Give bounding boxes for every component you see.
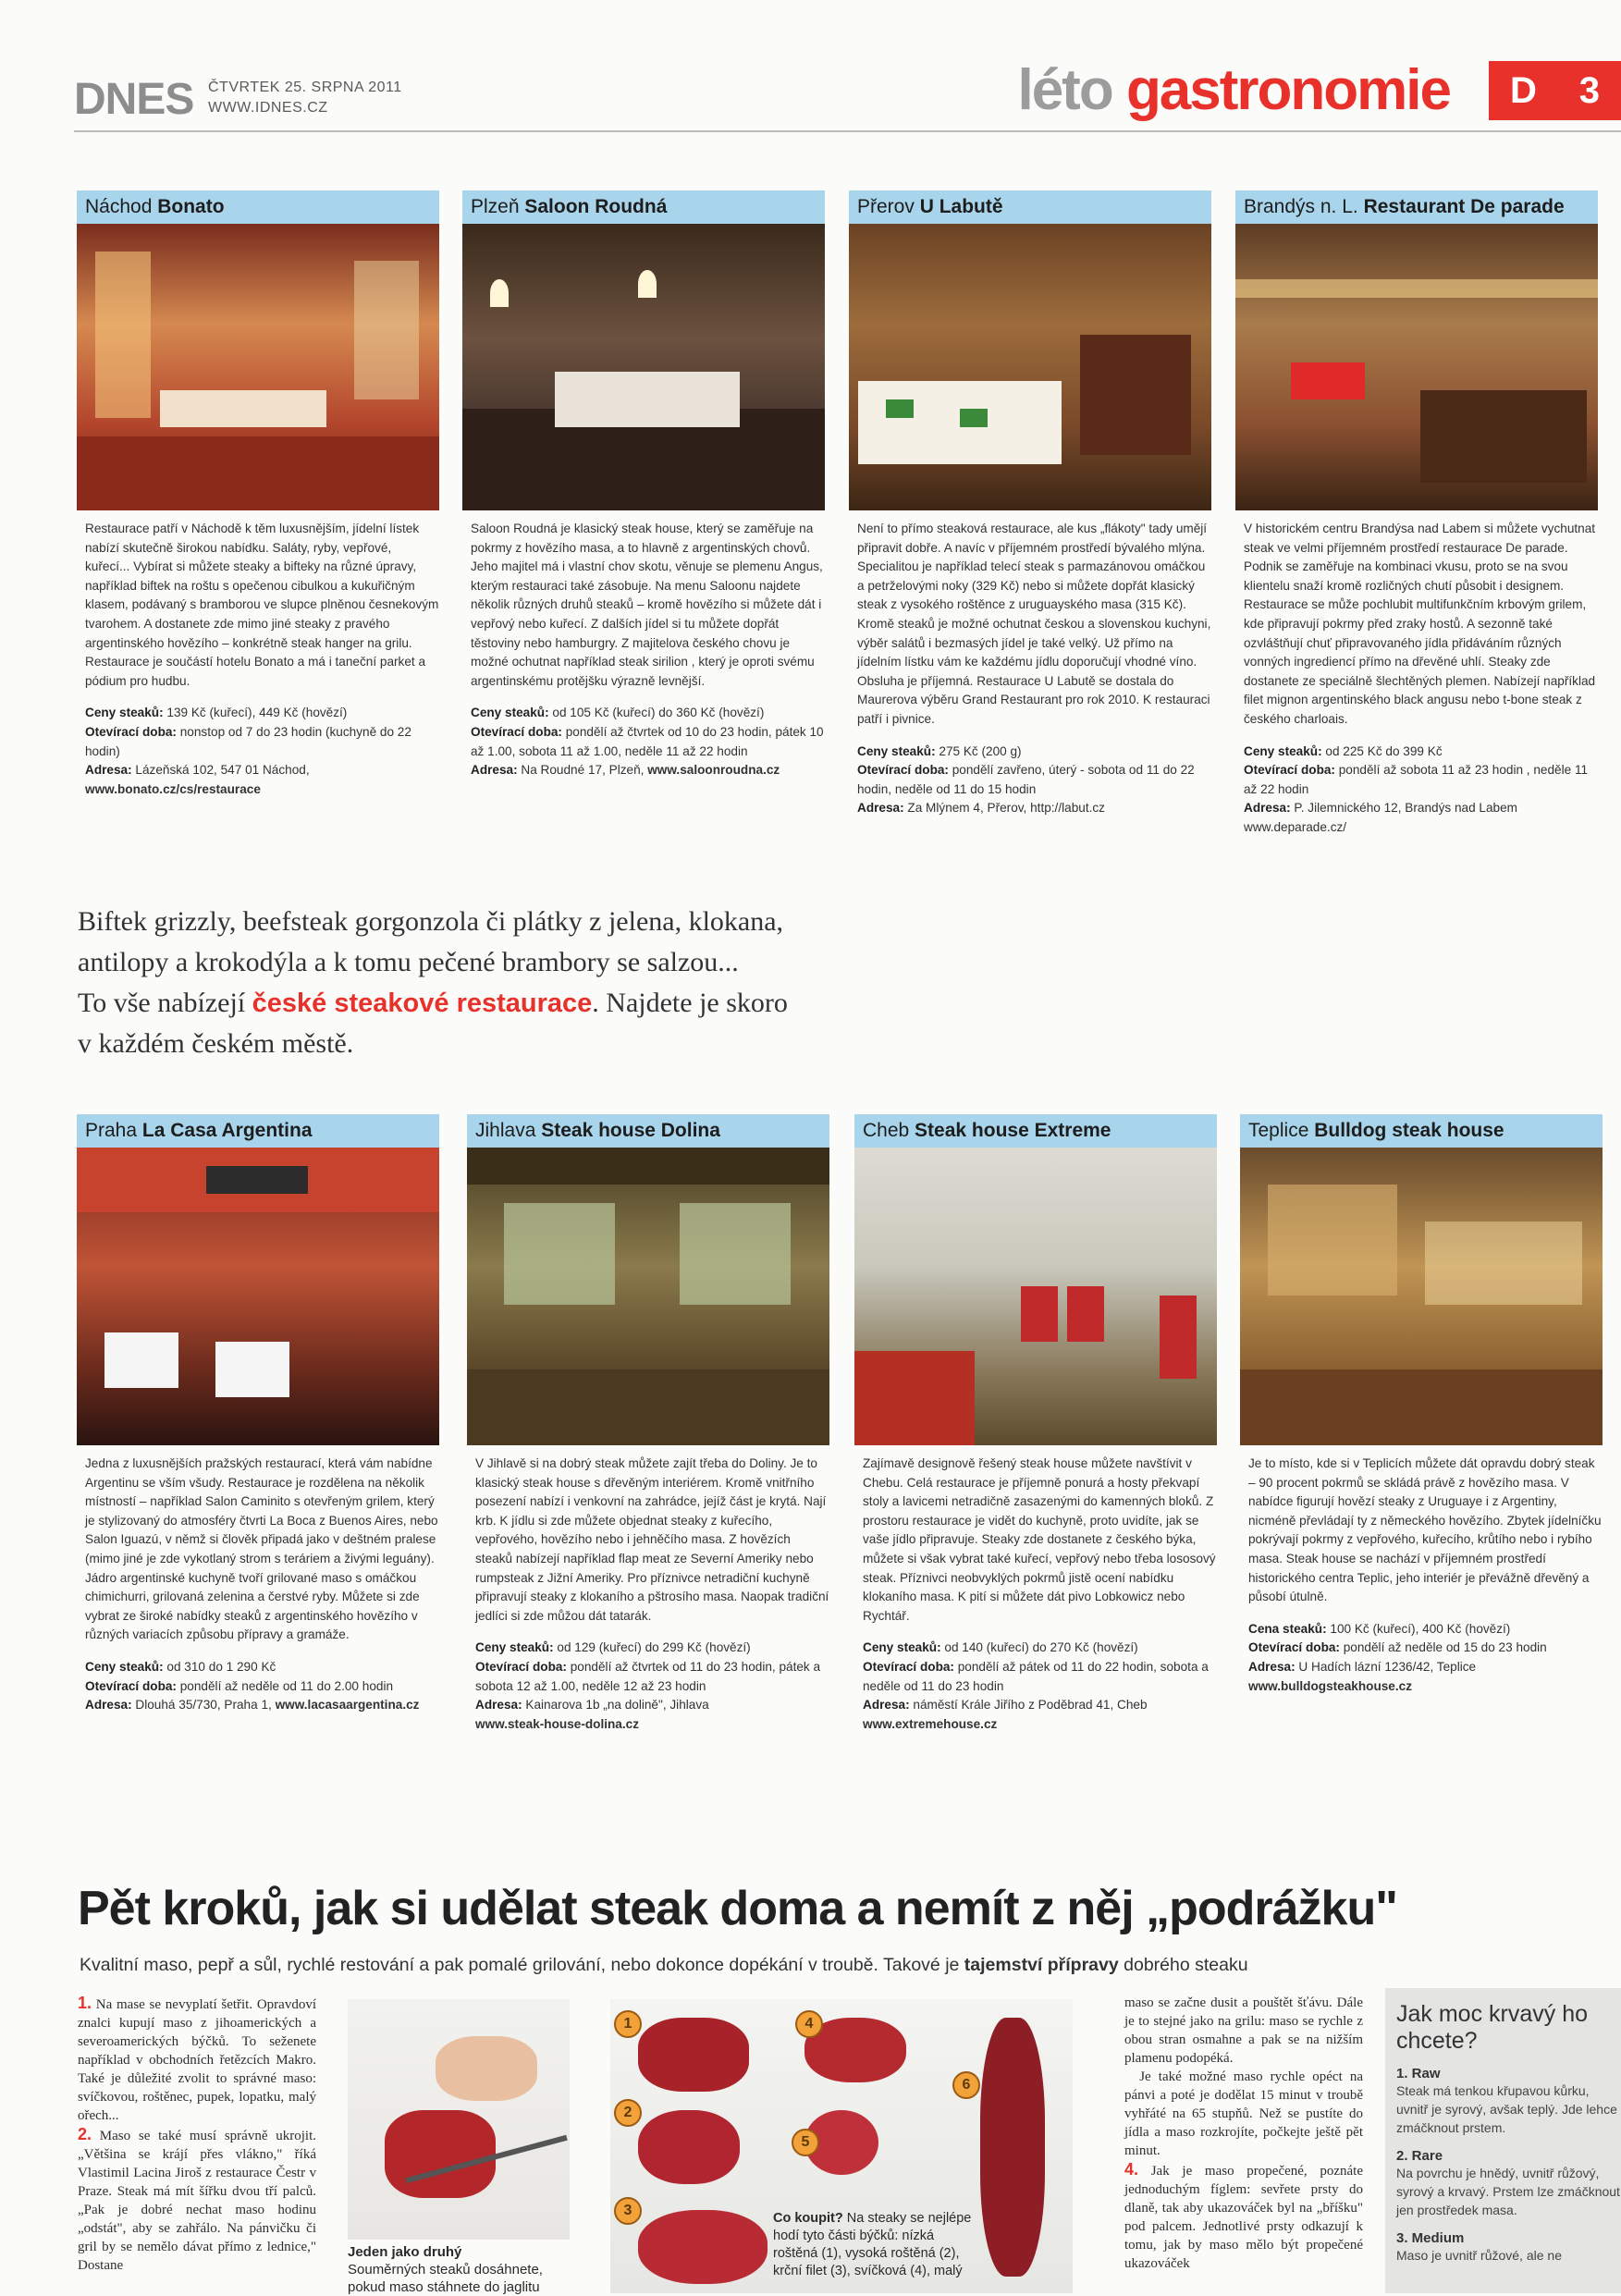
address-label: Adresa: xyxy=(85,763,132,778)
web-link[interactable]: www.steak-house-dolina.cz xyxy=(475,1716,640,1731)
hours-value: pondělí až neděle od 15 do 23 hodin xyxy=(1343,1640,1547,1655)
address-label: Adresa: xyxy=(1244,801,1291,816)
card-facts xyxy=(462,691,825,780)
address-value: Lázeňská 102, 547 01 Náchod, xyxy=(135,763,310,778)
restaurant-card xyxy=(849,190,1211,818)
web-link[interactable]: www.bulldogsteakhouse.cz xyxy=(1248,1678,1412,1693)
restaurant-card xyxy=(467,1114,829,1734)
lead-emphasis: tajemství přípravy xyxy=(964,1955,1119,1975)
restaurant-card xyxy=(1240,1114,1603,1696)
article-lead xyxy=(80,1955,1248,1976)
card-name: La Casa Argentina xyxy=(141,1120,313,1141)
issue-date-block xyxy=(208,78,402,118)
card-city: Praha xyxy=(85,1120,138,1141)
address-label: Adresa: xyxy=(857,801,904,816)
card-header xyxy=(1235,190,1598,224)
card-city: Brandýs n. L. xyxy=(1244,196,1358,217)
restaurant-card xyxy=(77,190,439,799)
card-name: Saloon Roudná xyxy=(524,196,668,217)
price-label: Ceny steaků: xyxy=(475,1640,554,1655)
card-header xyxy=(77,1114,439,1148)
card-name: U Labutě xyxy=(919,196,1003,217)
address-label: Adresa: xyxy=(85,1698,132,1713)
cut-number-badge: 1 xyxy=(614,2010,642,2038)
hours-label: Otevírací doba: xyxy=(471,724,562,739)
lead-text: Kvalitní maso, pepř a sůl, rychlé restování a pak pomalé grilování, nebo dokonce dopékání v troubě. Takové je xyxy=(80,1955,960,1975)
address-value: náměstí Krále Jiřího z Poděbrad 41, Cheb xyxy=(913,1698,1148,1713)
cuts-text: Na steaky se nejlépe hodí tyto části býčků: nízká roštěná (1), vysoká roštěná (2), krční filet (3), svíčková (4), malý xyxy=(773,2211,972,2278)
step-number: 4. xyxy=(1124,2160,1139,2179)
restaurant-photo xyxy=(854,1148,1217,1445)
doneness-label: 3. Medium xyxy=(1396,2230,1465,2246)
hours-value: pondělí až neděle od 11 do 2.00 hodin xyxy=(179,1678,394,1693)
card-description: V Jihlavě si na dobrý steak můžete zajít třeba do Doliny. Je to klasický steak house s dřevěným interiérem. Kromě vnitřního posezení nabízí i venkovní na zahrádce, jejíž část je krytá. Nají krb. K jídlu si zde můžete objednat steaky z kuřecího, vepřového, hovězího nebo i jehněčího masa. Z hovězích steaků nabízejí například flap meat ze Severní Ameriky nebo rumpsteak z Jižní Ameriky. Pro příznivce netradiční kuchyně připravují steaky z klokaního a pštrosího masa. Naopak tradiční jedlíci si zde můžou dát tatarák. xyxy=(475,1456,829,1623)
card-facts xyxy=(854,1626,1217,1734)
card-description: Je to místo, kde si v Teplicích můžete dát opravdu dobrý steak – 90 procent pokrmů se skládá právě z hovězího masa. V nabídce figurují hovězí steaky z Uruguaye i z Argentiny, nicméně převládají ty z německého hovězího. Zbytek jídelníčku pokrývají pokrmy z vepřového, kuřecího, krůtího nebo i rybího masa. Steak house se nachází v příjemném prostředí historického centra Teplic, jeho interiér je převážně dřevěný a působí útulně. xyxy=(1248,1456,1602,1604)
intro-line: antilopy a krokodýla a k tomu pečené brambory se salzou... xyxy=(78,947,739,977)
card-facts xyxy=(77,691,439,799)
hours-label: Otevírací doba: xyxy=(85,1678,177,1693)
cut-number-badge: 6 xyxy=(952,2071,980,2099)
address-value: Na Roudné 17, Plzeň, xyxy=(521,763,645,778)
restaurant-photo xyxy=(77,224,439,510)
step-text: Na mase se nevyplatí šetřit. Opravdoví znalci kupují maso z jihoamerických a severoamerických býčků. To seženete například v obchodních řetězcích Makro. Také je důležité zvolit to správné maso: svíčkovou, roštěnec, pupek, lopatku, malý ořech... xyxy=(78,1997,316,2123)
price-label: Ceny steaků: xyxy=(85,1659,164,1674)
issue-date: ČTVRTEK 25. SRPNA 2011 xyxy=(208,80,402,95)
hours-label: Otevírací doba: xyxy=(857,763,949,778)
restaurant-photo xyxy=(467,1148,829,1445)
cut-number-badge: 2 xyxy=(614,2099,642,2127)
price-label: Ceny steaků: xyxy=(857,743,936,758)
card-description: Není to přímo steaková restaurace, ale kus „flákoty" tady umějí připravit dobře. A navíc v příjemném prostředí bývalého mlýna. Specialitou je například telecí steak s parmazánovou omáčkou a petrželovými noky (329 Kč) nebo si můžete dopřát klasický steak z vysokého roštěnce z uruguayského masa (315 Kč). Kromě steaků je možné ochutnat českou a slovenskou kuchyni, výběr salátů i bezmasých jídel je také velký. Už přímo na jídelním lístku vám ke každému jídlu doporučují vhodné víno. Obsluha je příjemná. Restaurace U Labutě se dostala do Maurerova výběru Grand Restaurant pro rok 2010. K restauraci patří i pivnice. xyxy=(857,522,1211,726)
card-city: Přerov xyxy=(857,196,915,217)
hours-label: Otevírací doba: xyxy=(85,724,177,739)
web-link[interactable]: www.saloonroudna.cz xyxy=(647,763,780,778)
doneness-label: 2. Rare xyxy=(1396,2148,1443,2164)
card-header xyxy=(467,1114,829,1148)
address-value: U Hadích lázní 1236/42, Teplice xyxy=(1298,1659,1477,1674)
article-column-1 xyxy=(78,1994,316,2275)
restaurant-photo xyxy=(462,224,825,510)
intro-line: Biftek grizzly, beefsteak gorgonzola či plátky z jelena, klokana, xyxy=(78,906,784,937)
restaurant-card xyxy=(77,1114,439,1715)
web-link[interactable]: www.bonato.cz/cs/restaurace xyxy=(85,781,261,796)
price-label: Ceny steaků: xyxy=(85,706,164,720)
hours-value: pondělí až čtvrtek od 10 do 23 hodin, pátek 10 až 1.00, sobota 11 až 1.00, neděle 11 až 22 hodin xyxy=(471,724,824,758)
card-header xyxy=(1240,1114,1603,1148)
card-name: Steak house Dolina xyxy=(541,1120,720,1141)
address-label: Adresa: xyxy=(475,1698,522,1713)
meat-cutting-photo xyxy=(348,1999,570,2240)
card-city: Cheb xyxy=(863,1120,910,1141)
price-label: Ceny steaků: xyxy=(863,1640,941,1655)
restaurant-photo xyxy=(77,1148,439,1445)
price-value: 139 Kč (kuřecí), 449 Kč (hovězí) xyxy=(166,706,348,720)
address-label: Adresa: xyxy=(863,1698,910,1713)
caption-title: Jeden jako druhý xyxy=(348,2244,462,2260)
doneness-text: Maso je uvnitř růžové, ale ne xyxy=(1396,2248,1562,2263)
address-value: P. Jilemnického 12, Brandýs nad Labem xyxy=(1294,801,1517,816)
card-description: Zajímavě designově řešený steak house můžete navštívit v Chebu. Celá restaurace je příjemně ponurá a hosty překvapí stoly a lavicemi netradičně zasazenými do kamenných bloků. Z prostoru restaurace je vidět do kuchyně, proto uvidíte, jak se vaše jídlo připravuje. Steaky zde dostanete z českého býka, můžete si však vybrat také kuřecí, vepřový nebo třeba lososový steak. Příznivci neobvyklých pokrmů jistě ocení nabídku klokaního masa. K pití si můžete dát pivo Lobkowicz nebo Rychtář. xyxy=(863,1456,1216,1623)
restaurant-photo xyxy=(849,224,1211,510)
hours-value: nonstop od 7 do 23 hodin (kuchyně do 22 hodin) xyxy=(85,724,411,758)
card-header xyxy=(77,190,439,224)
restaurant-card xyxy=(1235,190,1598,838)
intro-line: v každém českém městě. xyxy=(78,1028,354,1059)
hours-label: Otevírací doba: xyxy=(1244,763,1335,778)
hours-value: pondělí až sobota 11 až 23 hodin , neděle 11 až 22 hodin xyxy=(1244,763,1589,796)
card-description: V historickém centru Brandýsa nad Labem si můžete vychutnat steak ve velmi příjemném prostředí restaurace De parade. Podnik se zaměřuje na kombinaci vkusu, proto se na svou klientelu snaží kromě rozličných chutí působit i designem. Restaurace se může pochlubit multifunkčním krbovým grilem, kde připravují pokrmy před zraky hostů. A sezonně také ozvláštňují chuť připravovaného jídla přidáváním různých vonných ingrediencí přímo na dřevěné uhlí. Steaky zde dostanete ze speciálně šlechtěných plemen. Nabízejí například filet mignon argentinského black angusu nebo t-bone steak z českého charloais. xyxy=(1244,522,1596,726)
page-badge xyxy=(1489,61,1621,120)
hours-value: pondělí až pátek od 11 do 22 hodin, sobota a neděle od 11 do 23 hodin xyxy=(863,1659,1209,1693)
lead-text: dobrého steaku xyxy=(1124,1955,1248,1975)
section-title-b: gastronomie xyxy=(1125,58,1450,122)
intro-text: To vše nabízejí xyxy=(78,988,246,1018)
price-label: Ceny steaků: xyxy=(471,706,549,720)
sidebar-title: Jak moc krvavý ho chcete? xyxy=(1396,2001,1589,2054)
step-text: Je také možné maso rychle opéct na pánvi a poté je dodělat 15 minut v troubě vyhřáté na 65 stupňů. Než se pustíte do jídla a maso rozkrojíte, počkejte ještě pět minut. xyxy=(1124,2069,1363,2158)
steak-cuts-photo xyxy=(610,1999,1073,2293)
page-badge-number: 3 xyxy=(1578,69,1601,111)
price-label: Ceny steaků: xyxy=(1244,743,1322,758)
price-value: od 310 do 1 290 Kč xyxy=(166,1659,276,1674)
restaurant-card xyxy=(854,1114,1217,1734)
hours-value: pondělí až čtvrtek od 11 do 23 hodin, pátek a sobota 12 až 1.00, neděle 12 až 23 hodin xyxy=(475,1659,821,1693)
cuts-caption xyxy=(773,2210,976,2280)
doneness-text: Na povrchu je hnědý, uvnitř růžový, syrový a krvavý. Prstem lze zmáčknout jen prostředek masa. xyxy=(1396,2166,1620,2217)
price-value: od 105 Kč (kuřecí) do 360 Kč (hovězí) xyxy=(552,706,765,720)
step-text: Maso se také musí správně ukrojit. „Většina se krájí přes vlákno," říká Vlastimil Lacina Jiroš z restaurace Čestr v Praze. Steak má mít šířku dvou tří palců. „Pak je dobré nechat maso hodinu „odstát", aby se zahřálo. Na pánvičku či gril by se nemělo dávat přímo z lednice," Dostane xyxy=(78,2129,316,2273)
hours-label: Otevírací doba: xyxy=(475,1659,567,1674)
hours-label: Otevírací doba: xyxy=(863,1659,954,1674)
price-label: Cena steaků: xyxy=(1248,1621,1327,1636)
card-city: Jihlava xyxy=(475,1120,536,1141)
address-value: Dlouhá 35/730, Praha 1, xyxy=(135,1698,272,1713)
price-value: od 129 (kuřecí) do 299 Kč (hovězí) xyxy=(557,1640,751,1655)
card-name: Restaurant De parade xyxy=(1363,196,1565,217)
web-link[interactable]: http://labut.cz xyxy=(1030,801,1105,816)
site-url[interactable]: WWW.IDNES.CZ xyxy=(208,100,328,116)
intro-line xyxy=(78,983,910,1024)
card-facts xyxy=(467,1626,829,1734)
card-name: Steak house Extreme xyxy=(915,1120,1111,1141)
step-number: 1. xyxy=(78,1994,92,2012)
step-number: 2. xyxy=(78,2125,92,2143)
doneness-sidebar xyxy=(1385,1988,1621,2293)
address-value: Za Mlýnem 4, Přerov, xyxy=(907,801,1027,816)
hours-value: pondělí zavřeno, úterý - sobota od 11 do 22 hodin, neděle od 11 do 15 hodin xyxy=(857,763,1195,796)
step-text: Jak je maso propečené, poznáte jednoduchým fíglem: sevřete prsty do dlaně, tak aby ukazováček byl na „bříšku" pod palcem. Jednotlivé prsty odkazují k tomu, jak by maso mělo být propečené ukazováček xyxy=(1124,2164,1364,2271)
brand-logo: DNES xyxy=(74,75,194,124)
section-title xyxy=(1017,57,1450,123)
card-description: Saloon Roudná je klasický steak house, který se zaměřuje na pokrmy z hovězího masa, a to hlavně z argentinských chovů. Jeho majitel má i vlastní chov skotu, věnuje se plemenu Angus, kterým restauraci také zásobuje. Na menu Saloonu najdete několik různých druhů steaků – kromě hovězího si můžete dát i vepřový nebo kuřecí. Z dalších jídel si tu můžete dopřát těstoviny nebo hamburgry. Z majitelova českého chovu je možné ochutnat například steak sirilion , který je oproti svému argentinskému protějšku výrazně levnější. xyxy=(471,522,823,688)
intro-highlight: české steakové restaurace xyxy=(252,988,593,1018)
price-value: 275 Kč (200 g) xyxy=(939,743,1022,758)
card-facts xyxy=(1240,1607,1603,1696)
address-value: Kainarova 1b „na dolině", Jihlava xyxy=(525,1698,709,1713)
card-header xyxy=(854,1114,1217,1148)
card-description: Restaurace patří v Náchodě k těm luxusnějším, jídelní lístek nabízí skutečně širokou nabídku. Saláty, ryby, vepřové, kuřecí... Vybírat si můžete steaky a bifteky na různé úpravy, například biftek na roštu s opečenou cibulkou a kukuřičným klasem, podávaný s bramborou ve slupce plněnou česnekovým tvarohem. A dostanete zde mimo jiné steaky z pravého argentinského hovězího – konkrétně steak hanger na grilu. Restaurace je součástí hotelu Bonato a má i taneční parket a pódium pro hudbu. xyxy=(85,522,439,688)
cuts-title: Co koupit? xyxy=(773,2211,843,2226)
price-value: 100 Kč (kuřecí), 400 Kč (hovězí) xyxy=(1330,1621,1511,1636)
address-label: Adresa: xyxy=(1248,1659,1296,1674)
intro-text: . Najdete je skoro xyxy=(592,988,788,1018)
step-text: maso se začne dusit a pouštět šťávu. Dále je to stejné jako na grilu: maso se rychle z obou stran osmahne a pak se na nižším plamenu podopéká. xyxy=(1124,1995,1363,2066)
hours-label: Otevírací doba: xyxy=(1248,1640,1340,1655)
web-link[interactable]: www.deparade.cz/ xyxy=(1244,819,1347,834)
card-name: Bulldog steak house xyxy=(1314,1120,1504,1141)
web-link[interactable]: www.extremehouse.cz xyxy=(863,1716,998,1731)
photo-caption xyxy=(348,2243,574,2296)
restaurant-card xyxy=(462,190,825,780)
card-description: Jedna z luxusnějších pražských restaurací, která vám nabídne Argentinu se vším všudy. Restaurace je rozdělena na několik místností – například Salon Caminito s otevřeným grilem, který je stylizovaný do atmosféry čtvrti La Boca z Buenos Aires, nebo Salon Iguazú, v němž si člověk připadá jako v deštném pralese (mimo jiné je zde vykotlaný strom s teráriem a živými leguány). Jádro argentinské kuchyně tvoří grilované maso s omáčkou chimichurri, grilovaná zelenina a čerstvé ryby. Můžete si zde vybrat ze široké nabídky steaků z argentinského hovězího v různých variacích způsobu přípravy a gramáže. xyxy=(85,1456,438,1642)
section-title-a: léto xyxy=(1017,58,1112,122)
page-badge-letter: D xyxy=(1509,69,1537,111)
restaurant-photo xyxy=(1235,224,1598,510)
article-title: Pět kroků, jak si udělat steak doma a nemít z něj „podrážku" xyxy=(78,1882,1397,1935)
card-city: Plzeň xyxy=(471,196,520,217)
card-facts xyxy=(849,730,1211,818)
web-link[interactable]: www.lacasaargentina.cz xyxy=(275,1698,420,1713)
card-header xyxy=(462,190,825,224)
doneness-label: 1. Raw xyxy=(1396,2066,1441,2081)
address-label: Adresa: xyxy=(471,763,518,778)
restaurant-photo xyxy=(1240,1148,1603,1445)
card-facts xyxy=(77,1645,439,1715)
card-name: Bonato xyxy=(157,196,225,217)
card-header xyxy=(849,190,1211,224)
price-value: od 225 Kč do 399 Kč xyxy=(1325,743,1443,758)
cut-number-badge: 4 xyxy=(795,2010,823,2038)
price-value: od 140 (kuřecí) do 270 Kč (hovězí) xyxy=(944,1640,1138,1655)
intro-standfirst xyxy=(78,902,910,1064)
card-city: Náchod xyxy=(85,196,153,217)
article-column-2 xyxy=(1124,1994,1363,2273)
doneness-text: Steak má tenkou křupavou kůrku, uvnitř je syrový, avšak teplý. Jde lehce zmáčknout prstem. xyxy=(1396,2083,1617,2135)
masthead-rule xyxy=(74,130,1621,132)
card-facts xyxy=(1235,730,1598,838)
caption-text: Souměrných steaků dosáhnete, pokud maso stáhnete do jaglitu xyxy=(348,2262,543,2295)
card-city: Teplice xyxy=(1248,1120,1309,1141)
cut-number-badge: 3 xyxy=(614,2197,642,2225)
cut-number-badge: 5 xyxy=(792,2129,819,2156)
